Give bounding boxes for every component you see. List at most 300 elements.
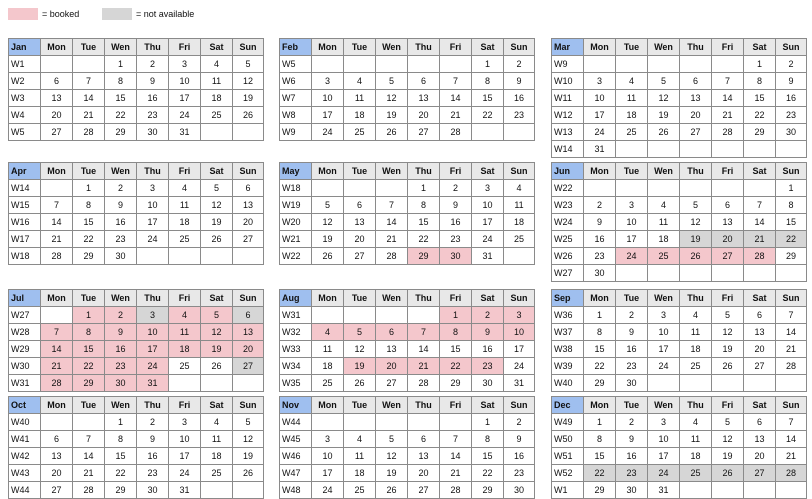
day-cell[interactable]: 27	[408, 482, 440, 499]
day-cell[interactable]: 10	[137, 197, 169, 214]
day-cell[interactable]: 8	[408, 197, 440, 214]
day-cell[interactable]: 10	[648, 324, 680, 341]
day-cell[interactable]: 16	[504, 448, 535, 465]
day-cell[interactable]: 21	[776, 448, 807, 465]
day-cell[interactable]: 4	[201, 56, 233, 73]
day-cell[interactable]: 12	[312, 214, 344, 231]
day-cell[interactable]: 16	[440, 214, 472, 231]
day-cell[interactable]: 3	[137, 180, 169, 197]
day-cell[interactable]: 6	[712, 197, 744, 214]
day-cell[interactable]: 2	[504, 414, 535, 431]
day-cell[interactable]: 11	[169, 197, 201, 214]
day-cell[interactable]: 31	[584, 141, 616, 158]
day-cell-booked[interactable]: 22	[440, 358, 472, 375]
day-cell[interactable]: 16	[776, 90, 807, 107]
day-cell[interactable]: 26	[233, 107, 264, 124]
day-cell-booked[interactable]: 22	[73, 358, 105, 375]
day-cell[interactable]: 6	[41, 431, 73, 448]
day-cell[interactable]: 3	[169, 414, 201, 431]
day-cell[interactable]: 16	[504, 90, 535, 107]
day-cell[interactable]: 14	[744, 214, 776, 231]
day-cell[interactable]: 11	[344, 448, 376, 465]
day-cell[interactable]: 24	[504, 358, 535, 375]
day-cell-booked[interactable]: 20	[233, 341, 264, 358]
day-cell[interactable]: 6	[744, 414, 776, 431]
day-cell[interactable]: 1	[744, 56, 776, 73]
day-cell[interactable]: 14	[376, 214, 408, 231]
day-cell[interactable]: 3	[472, 180, 504, 197]
day-cell[interactable]: 19	[233, 90, 264, 107]
day-cell[interactable]: 7	[776, 307, 807, 324]
day-cell[interactable]: 13	[41, 448, 73, 465]
day-cell[interactable]: 9	[504, 431, 535, 448]
day-cell[interactable]: 19	[712, 448, 744, 465]
day-cell-booked[interactable]: 26	[680, 248, 712, 265]
day-cell[interactable]: 13	[744, 431, 776, 448]
day-cell[interactable]: 25	[504, 231, 535, 248]
day-cell[interactable]: 11	[312, 341, 344, 358]
day-cell[interactable]: 23	[440, 231, 472, 248]
day-cell-booked[interactable]: 9	[105, 324, 137, 341]
day-cell[interactable]: 13	[376, 341, 408, 358]
day-cell[interactable]: 2	[504, 56, 535, 73]
day-cell[interactable]: 13	[712, 214, 744, 231]
day-cell[interactable]: 21	[712, 107, 744, 124]
day-cell[interactable]: 18	[680, 448, 712, 465]
day-cell[interactable]: 22	[105, 465, 137, 482]
day-cell-booked[interactable]: 30	[440, 248, 472, 265]
day-cell[interactable]: 19	[376, 107, 408, 124]
day-cell[interactable]: 3	[312, 73, 344, 90]
day-cell[interactable]: 30	[105, 248, 137, 265]
day-cell[interactable]: 31	[472, 248, 504, 265]
day-cell-booked[interactable]: 16	[105, 341, 137, 358]
day-cell-booked[interactable]: 28	[744, 248, 776, 265]
day-cell-booked[interactable]: 19	[344, 358, 376, 375]
day-cell[interactable]: 5	[712, 414, 744, 431]
day-cell[interactable]: 10	[616, 214, 648, 231]
day-cell[interactable]: 16	[137, 448, 169, 465]
day-cell[interactable]: 21	[73, 465, 105, 482]
day-cell[interactable]: 23	[105, 231, 137, 248]
day-cell-booked[interactable]: 14	[41, 341, 73, 358]
day-cell[interactable]: 18	[312, 358, 344, 375]
day-cell[interactable]: 20	[233, 214, 264, 231]
day-cell[interactable]: 17	[648, 448, 680, 465]
day-cell[interactable]: 28	[73, 482, 105, 499]
day-cell-booked[interactable]: 11	[169, 324, 201, 341]
day-cell[interactable]: 8	[105, 73, 137, 90]
day-cell-booked[interactable]: 4	[312, 324, 344, 341]
day-cell[interactable]: 4	[344, 431, 376, 448]
day-cell[interactable]: 28	[712, 124, 744, 141]
day-cell[interactable]: 10	[312, 90, 344, 107]
day-cell[interactable]: 2	[105, 180, 137, 197]
day-cell[interactable]: 3	[312, 431, 344, 448]
day-cell[interactable]: 5	[712, 307, 744, 324]
day-cell[interactable]: 18	[680, 341, 712, 358]
day-cell[interactable]: 26	[312, 248, 344, 265]
day-cell[interactable]: 14	[73, 90, 105, 107]
day-cell[interactable]: 15	[584, 341, 616, 358]
day-cell-booked[interactable]: 8	[73, 324, 105, 341]
day-cell[interactable]: 24	[169, 465, 201, 482]
day-cell[interactable]: 7	[776, 414, 807, 431]
day-cell[interactable]: 5	[233, 414, 264, 431]
day-cell-booked[interactable]: 23	[105, 358, 137, 375]
day-cell[interactable]: 23	[504, 107, 535, 124]
day-cell[interactable]: 26	[712, 358, 744, 375]
day-cell[interactable]: 6	[680, 73, 712, 90]
day-cell-booked[interactable]: 7	[408, 324, 440, 341]
day-cell[interactable]: 11	[344, 90, 376, 107]
day-cell[interactable]: 17	[616, 231, 648, 248]
day-cell[interactable]: 14	[408, 341, 440, 358]
day-cell[interactable]: 11	[680, 324, 712, 341]
day-cell-not-available[interactable]: 27	[233, 358, 264, 375]
day-cell[interactable]: 30	[472, 375, 504, 392]
day-cell[interactable]: 21	[41, 231, 73, 248]
day-cell[interactable]: 5	[201, 180, 233, 197]
day-cell[interactable]: 1	[584, 414, 616, 431]
day-cell[interactable]: 13	[744, 324, 776, 341]
day-cell[interactable]: 29	[584, 375, 616, 392]
day-cell-booked[interactable]: 4	[169, 307, 201, 324]
day-cell[interactable]: 30	[776, 124, 807, 141]
day-cell[interactable]: 22	[73, 231, 105, 248]
day-cell[interactable]: 21	[73, 107, 105, 124]
day-cell[interactable]: 8	[73, 197, 105, 214]
day-cell[interactable]: 7	[440, 73, 472, 90]
day-cell[interactable]: 8	[472, 431, 504, 448]
day-cell[interactable]: 30	[616, 482, 648, 499]
day-cell[interactable]: 10	[472, 197, 504, 214]
day-cell-booked[interactable]: 29	[73, 375, 105, 392]
day-cell[interactable]: 27	[744, 358, 776, 375]
day-cell[interactable]: 15	[744, 90, 776, 107]
day-cell[interactable]: 25	[344, 482, 376, 499]
day-cell[interactable]: 16	[616, 448, 648, 465]
day-cell[interactable]: 14	[440, 90, 472, 107]
day-cell-not-available[interactable]: 23	[616, 465, 648, 482]
day-cell[interactable]: 25	[201, 107, 233, 124]
day-cell[interactable]: 25	[344, 124, 376, 141]
day-cell-not-available[interactable]: 27	[744, 465, 776, 482]
day-cell[interactable]: 12	[712, 431, 744, 448]
day-cell[interactable]: 17	[648, 341, 680, 358]
day-cell[interactable]: 9	[584, 214, 616, 231]
day-cell[interactable]: 24	[584, 124, 616, 141]
day-cell[interactable]: 29	[440, 375, 472, 392]
day-cell[interactable]: 17	[169, 90, 201, 107]
day-cell[interactable]: 15	[584, 448, 616, 465]
day-cell[interactable]: 28	[73, 124, 105, 141]
day-cell[interactable]: 1	[408, 180, 440, 197]
day-cell-not-available[interactable]: 22	[776, 231, 807, 248]
day-cell[interactable]: 18	[648, 231, 680, 248]
day-cell-not-available[interactable]: 20	[712, 231, 744, 248]
day-cell[interactable]: 20	[744, 341, 776, 358]
day-cell[interactable]: 3	[584, 73, 616, 90]
day-cell[interactable]: 5	[648, 73, 680, 90]
day-cell[interactable]: 10	[584, 90, 616, 107]
day-cell[interactable]: 30	[584, 265, 616, 282]
day-cell-booked[interactable]: 31	[137, 375, 169, 392]
day-cell[interactable]: 10	[312, 448, 344, 465]
day-cell[interactable]: 27	[41, 124, 73, 141]
day-cell[interactable]: 13	[233, 197, 264, 214]
day-cell[interactable]: 7	[440, 431, 472, 448]
day-cell[interactable]: 12	[233, 73, 264, 90]
day-cell[interactable]: 21	[440, 107, 472, 124]
day-cell[interactable]: 26	[233, 465, 264, 482]
day-cell[interactable]: 18	[616, 107, 648, 124]
day-cell[interactable]: 18	[344, 465, 376, 482]
day-cell-booked[interactable]: 10	[137, 324, 169, 341]
day-cell[interactable]: 7	[376, 197, 408, 214]
day-cell[interactable]: 28	[440, 124, 472, 141]
day-cell-not-available[interactable]: 24	[648, 465, 680, 482]
day-cell-not-available[interactable]: 6	[233, 307, 264, 324]
day-cell[interactable]: 30	[504, 482, 535, 499]
day-cell[interactable]: 24	[137, 231, 169, 248]
day-cell[interactable]: 8	[744, 73, 776, 90]
day-cell-booked[interactable]: 27	[712, 248, 744, 265]
day-cell[interactable]: 17	[472, 214, 504, 231]
day-cell[interactable]: 28	[41, 248, 73, 265]
day-cell[interactable]: 26	[201, 358, 233, 375]
day-cell[interactable]: 1	[776, 180, 807, 197]
day-cell[interactable]: 27	[344, 248, 376, 265]
day-cell[interactable]: 6	[41, 73, 73, 90]
day-cell[interactable]: 18	[201, 448, 233, 465]
day-cell[interactable]: 8	[776, 197, 807, 214]
day-cell[interactable]: 9	[105, 197, 137, 214]
day-cell-booked[interactable]: 21	[408, 358, 440, 375]
day-cell[interactable]: 22	[472, 465, 504, 482]
day-cell[interactable]: 22	[744, 107, 776, 124]
day-cell[interactable]: 29	[744, 124, 776, 141]
day-cell[interactable]: 28	[440, 482, 472, 499]
day-cell[interactable]: 14	[41, 214, 73, 231]
day-cell[interactable]: 15	[776, 214, 807, 231]
day-cell[interactable]: 10	[169, 431, 201, 448]
day-cell[interactable]: 4	[344, 73, 376, 90]
day-cell[interactable]: 8	[472, 73, 504, 90]
day-cell[interactable]: 25	[169, 358, 201, 375]
day-cell[interactable]: 12	[712, 324, 744, 341]
day-cell[interactable]: 20	[408, 465, 440, 482]
day-cell[interactable]: 3	[616, 197, 648, 214]
day-cell[interactable]: 31	[169, 124, 201, 141]
day-cell[interactable]: 28	[776, 358, 807, 375]
day-cell-booked[interactable]: 24	[137, 358, 169, 375]
day-cell[interactable]: 26	[201, 231, 233, 248]
day-cell-booked[interactable]: 28	[41, 375, 73, 392]
day-cell[interactable]: 8	[584, 324, 616, 341]
day-cell[interactable]: 6	[408, 73, 440, 90]
day-cell-booked[interactable]: 6	[376, 324, 408, 341]
day-cell[interactable]: 6	[233, 180, 264, 197]
day-cell[interactable]: 11	[680, 431, 712, 448]
day-cell[interactable]: 2	[616, 414, 648, 431]
day-cell[interactable]: 12	[376, 90, 408, 107]
day-cell[interactable]: 29	[472, 482, 504, 499]
day-cell[interactable]: 8	[584, 431, 616, 448]
day-cell[interactable]: 15	[73, 214, 105, 231]
day-cell[interactable]: 17	[312, 465, 344, 482]
day-cell[interactable]: 9	[776, 73, 807, 90]
day-cell[interactable]: 4	[680, 414, 712, 431]
day-cell-booked[interactable]: 29	[408, 248, 440, 265]
day-cell[interactable]: 4	[169, 180, 201, 197]
day-cell-not-available[interactable]: 3	[137, 307, 169, 324]
day-cell[interactable]: 23	[584, 248, 616, 265]
day-cell[interactable]: 24	[472, 231, 504, 248]
day-cell[interactable]: 16	[616, 341, 648, 358]
day-cell-not-available[interactable]: 25	[680, 465, 712, 482]
day-cell[interactable]: 11	[504, 197, 535, 214]
day-cell[interactable]: 26	[344, 375, 376, 392]
day-cell[interactable]: 31	[504, 375, 535, 392]
day-cell[interactable]: 15	[472, 448, 504, 465]
day-cell[interactable]: 27	[376, 375, 408, 392]
day-cell[interactable]: 17	[169, 448, 201, 465]
day-cell-booked[interactable]: 1	[440, 307, 472, 324]
day-cell[interactable]: 24	[312, 482, 344, 499]
day-cell[interactable]: 3	[169, 56, 201, 73]
day-cell[interactable]: 27	[680, 124, 712, 141]
day-cell[interactable]: 10	[169, 73, 201, 90]
day-cell[interactable]: 4	[616, 73, 648, 90]
day-cell[interactable]: 12	[201, 197, 233, 214]
day-cell[interactable]: 11	[201, 73, 233, 90]
day-cell[interactable]: 14	[776, 431, 807, 448]
day-cell[interactable]: 22	[105, 107, 137, 124]
day-cell[interactable]: 17	[504, 341, 535, 358]
day-cell[interactable]: 11	[648, 214, 680, 231]
day-cell[interactable]: 2	[440, 180, 472, 197]
day-cell[interactable]: 4	[648, 197, 680, 214]
day-cell[interactable]: 1	[105, 56, 137, 73]
day-cell[interactable]: 5	[376, 73, 408, 90]
day-cell[interactable]: 28	[376, 248, 408, 265]
day-cell[interactable]: 26	[376, 124, 408, 141]
day-cell[interactable]: 24	[169, 107, 201, 124]
day-cell[interactable]: 27	[41, 482, 73, 499]
day-cell-booked[interactable]: 2	[472, 307, 504, 324]
day-cell[interactable]: 15	[472, 90, 504, 107]
day-cell-not-available[interactable]: 26	[712, 465, 744, 482]
day-cell-booked[interactable]: 25	[648, 248, 680, 265]
day-cell[interactable]: 16	[584, 231, 616, 248]
day-cell[interactable]: 17	[312, 107, 344, 124]
day-cell-booked[interactable]: 19	[201, 341, 233, 358]
day-cell[interactable]: 30	[137, 124, 169, 141]
day-cell[interactable]: 14	[73, 448, 105, 465]
day-cell[interactable]: 24	[648, 358, 680, 375]
day-cell[interactable]: 2	[584, 197, 616, 214]
day-cell[interactable]: 16	[105, 214, 137, 231]
day-cell-booked[interactable]: 30	[105, 375, 137, 392]
day-cell[interactable]: 7	[73, 431, 105, 448]
day-cell[interactable]: 12	[233, 431, 264, 448]
day-cell[interactable]: 7	[73, 73, 105, 90]
day-cell[interactable]: 21	[776, 341, 807, 358]
day-cell[interactable]: 23	[137, 465, 169, 482]
day-cell[interactable]: 20	[344, 231, 376, 248]
day-cell[interactable]: 7	[744, 197, 776, 214]
day-cell[interactable]: 31	[648, 482, 680, 499]
day-cell[interactable]: 13	[408, 90, 440, 107]
day-cell[interactable]: 2	[776, 56, 807, 73]
day-cell[interactable]: 26	[376, 482, 408, 499]
day-cell[interactable]: 12	[344, 341, 376, 358]
day-cell[interactable]: 9	[616, 431, 648, 448]
day-cell[interactable]: 5	[376, 431, 408, 448]
day-cell-booked[interactable]: 15	[73, 341, 105, 358]
day-cell[interactable]: 25	[169, 231, 201, 248]
day-cell[interactable]: 11	[201, 431, 233, 448]
day-cell[interactable]: 21	[376, 231, 408, 248]
day-cell[interactable]: 18	[169, 214, 201, 231]
day-cell[interactable]: 26	[648, 124, 680, 141]
day-cell[interactable]: 27	[233, 231, 264, 248]
day-cell-not-available[interactable]: 21	[744, 231, 776, 248]
day-cell[interactable]: 4	[680, 307, 712, 324]
day-cell[interactable]: 1	[73, 180, 105, 197]
day-cell[interactable]: 9	[137, 431, 169, 448]
day-cell[interactable]: 18	[201, 90, 233, 107]
day-cell-not-available[interactable]: 22	[584, 465, 616, 482]
day-cell[interactable]: 11	[616, 90, 648, 107]
day-cell-booked[interactable]: 5	[201, 307, 233, 324]
day-cell-booked[interactable]: 20	[376, 358, 408, 375]
day-cell[interactable]: 8	[105, 431, 137, 448]
day-cell[interactable]: 22	[472, 107, 504, 124]
day-cell[interactable]: 10	[648, 431, 680, 448]
day-cell[interactable]: 1	[472, 414, 504, 431]
day-cell[interactable]: 23	[137, 107, 169, 124]
day-cell[interactable]: 29	[105, 124, 137, 141]
day-cell[interactable]: 30	[137, 482, 169, 499]
day-cell-booked[interactable]: 2	[105, 307, 137, 324]
day-cell[interactable]: 19	[312, 231, 344, 248]
day-cell[interactable]: 16	[472, 341, 504, 358]
day-cell[interactable]: 6	[744, 307, 776, 324]
day-cell[interactable]: 25	[680, 358, 712, 375]
day-cell[interactable]: 2	[616, 307, 648, 324]
day-cell[interactable]: 23	[776, 107, 807, 124]
day-cell[interactable]: 18	[344, 107, 376, 124]
day-cell[interactable]: 2	[137, 56, 169, 73]
day-cell-booked[interactable]: 10	[504, 324, 535, 341]
day-cell[interactable]: 15	[440, 341, 472, 358]
day-cell[interactable]: 16	[137, 90, 169, 107]
day-cell-booked[interactable]: 18	[169, 341, 201, 358]
day-cell[interactable]: 7	[41, 197, 73, 214]
day-cell[interactable]: 29	[73, 248, 105, 265]
day-cell[interactable]: 17	[137, 214, 169, 231]
day-cell[interactable]: 19	[648, 107, 680, 124]
day-cell[interactable]: 28	[408, 375, 440, 392]
day-cell[interactable]: 13	[344, 214, 376, 231]
day-cell[interactable]: 1	[472, 56, 504, 73]
day-cell[interactable]: 9	[616, 324, 648, 341]
day-cell[interactable]: 13	[680, 90, 712, 107]
day-cell[interactable]: 3	[648, 307, 680, 324]
day-cell[interactable]: 12	[680, 214, 712, 231]
